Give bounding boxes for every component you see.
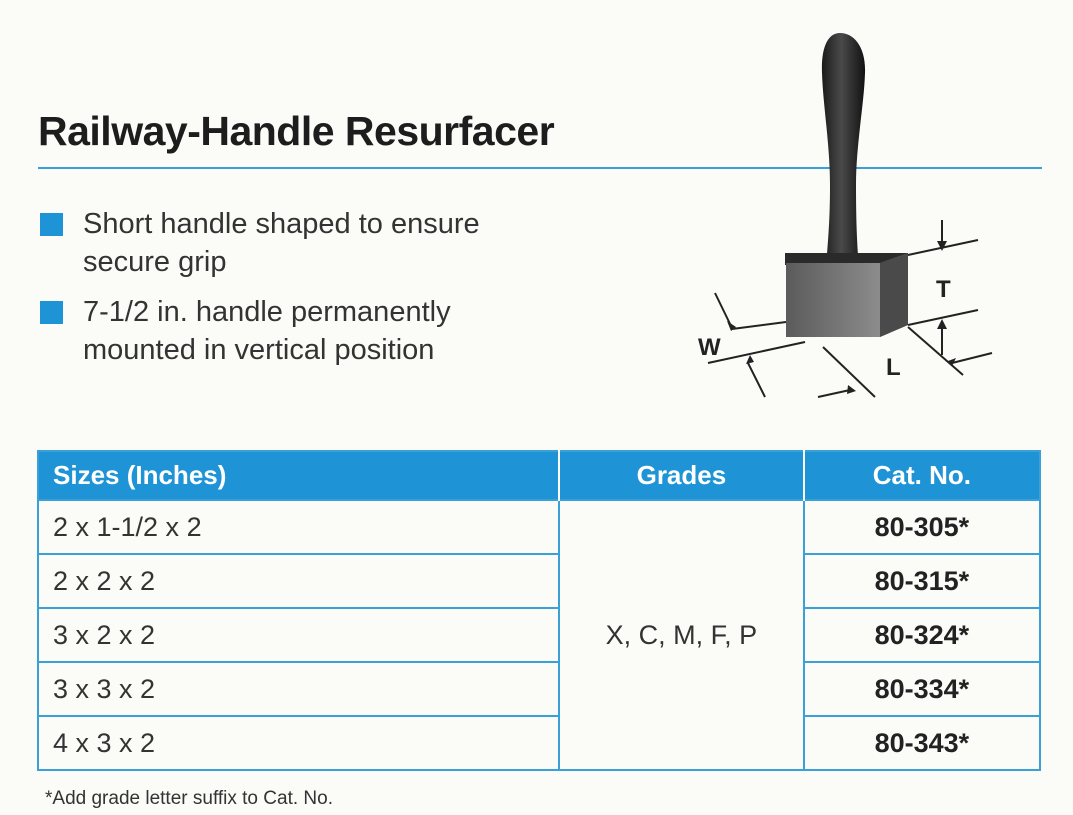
handle-icon <box>822 33 865 255</box>
table-row <box>38 554 1040 608</box>
header-sizes: Sizes (Inches) <box>38 451 559 500</box>
table-row <box>38 500 1040 554</box>
cat-no-cell: 80-305* <box>804 500 1040 554</box>
table-row <box>38 662 1040 716</box>
page-title: Railway-Handle Resurfacer <box>38 108 555 154</box>
cat-no-cell: 80-324* <box>804 608 1040 662</box>
header-cat-no: Cat. No. <box>804 451 1040 500</box>
cat-no-cell: 80-334* <box>804 662 1040 716</box>
footnote: *Add grade letter suffix to Cat. No. <box>45 788 333 809</box>
grades-cell: X, C, M, F, P <box>559 500 804 770</box>
feature-list <box>40 205 600 381</box>
block-icon <box>785 253 908 337</box>
dimension-label-t: T <box>936 276 951 303</box>
bullet-square-icon <box>40 301 63 324</box>
feature-text: 7-1/2 in. handle permanently mounted in vertical position <box>83 296 451 366</box>
table-header-row <box>38 451 1040 500</box>
specifications-table <box>37 450 1041 771</box>
dimension-label-l: L <box>886 354 901 381</box>
table-row <box>38 716 1040 770</box>
feature-item <box>40 293 600 369</box>
size-cell: 3 x 3 x 2 <box>38 662 559 716</box>
size-cell: 2 x 2 x 2 <box>38 554 559 608</box>
resurfacer-illustration <box>690 25 1010 410</box>
feature-item <box>40 205 600 281</box>
header-grades: Grades <box>559 451 804 500</box>
size-cell: 2 x 1-1/2 x 2 <box>38 500 559 554</box>
size-cell: 4 x 3 x 2 <box>38 716 559 770</box>
feature-text: Short handle shaped to ensure secure grip <box>83 208 480 278</box>
cat-no-cell: 80-315* <box>804 554 1040 608</box>
table-row <box>38 608 1040 662</box>
dimension-label-w: W <box>698 334 721 361</box>
size-cell: 3 x 2 x 2 <box>38 608 559 662</box>
bullet-square-icon <box>40 213 63 236</box>
cat-no-cell: 80-343* <box>804 716 1040 770</box>
